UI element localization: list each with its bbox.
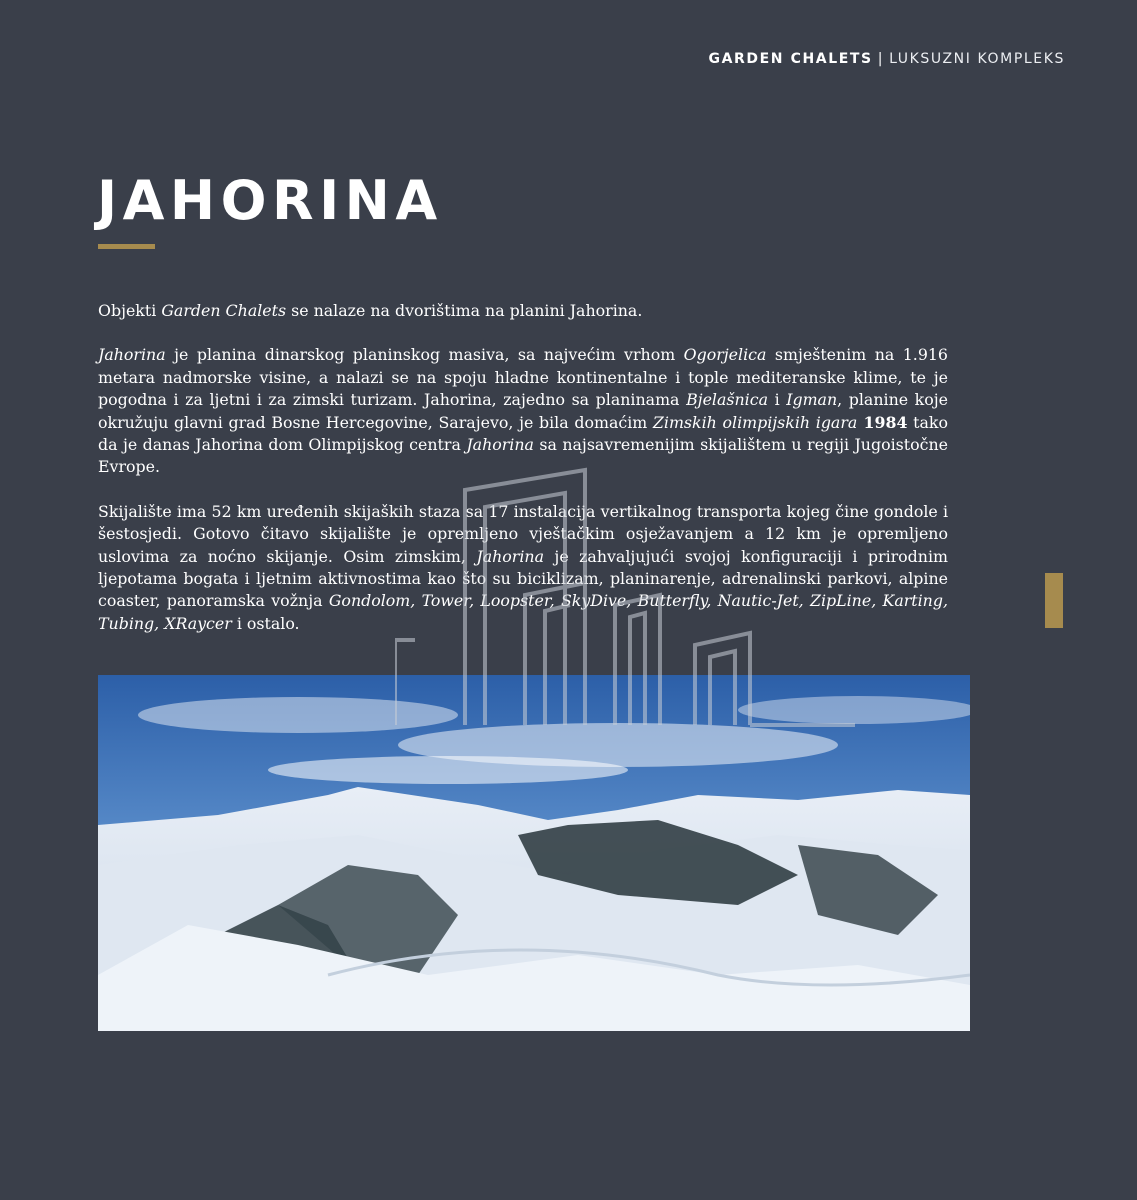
side-accent-bar	[1045, 573, 1063, 628]
text-run-italic: Garden Chalets	[161, 301, 287, 320]
page-header	[709, 51, 1066, 67]
text-run-italic: Igman	[786, 390, 838, 410]
text-run-italic: Jahorina	[466, 435, 534, 455]
text-run: je planina dinarskog planinskog masiva, sa najvećim vrhom	[165, 345, 684, 365]
title-underline	[98, 244, 155, 249]
text-run-italic: Bjelašnica	[686, 390, 768, 410]
text-run: Objekti	[98, 301, 162, 320]
page-title: JAHORINA	[97, 169, 443, 232]
text-run: smještenim na 1.916 metara nadmorske visine, a nalazi se na spoju hladne kontinentalne i tople mediteranske klime, te je pogodna i za ljetni i za zimski turizam. Jahorina, zajedno sa planinama	[98, 345, 948, 410]
body-text	[98, 300, 948, 657]
header-subtitle: LUKSUZNI KOMPLEKS	[889, 51, 1065, 67]
text-run-italic: Jahorina	[98, 345, 166, 365]
text-run-italic: Ogorjelica	[683, 345, 767, 365]
paragraph-intro	[98, 300, 948, 322]
text-run-italic: Gondolom, Tower, Loopster, SkyDive, Butterfly, Nautic-Jet, ZipLine, Karting, Tubing, XRaycer	[98, 591, 948, 633]
ski-panorama-photo	[98, 675, 970, 1031]
paragraph-ski-resort	[98, 501, 948, 635]
text-run: , planine koje okružuju glavni grad Bosne Hercegovine, Sarajevo, je bila domaćim	[98, 390, 948, 432]
header-brand: GARDEN CHALETS	[708, 51, 873, 67]
text-run-bold: 1984	[857, 412, 908, 432]
text-run: tako da je danas Jahorina dom Olimpijskog centra	[98, 412, 949, 455]
text-run: Skijalište ima 52 km uređenih skijaških staza sa 17 instalacija vertikalnog transporta kojeg čine gondole i šestosjedi. Gotovo čitavo skijalište je opremljeno vještačkim osježavanjem a 12 km je opremljeno uslovima za noćno skijanje. Osim zimskim,	[98, 501, 948, 566]
paragraph-about-jahorina	[98, 344, 948, 478]
text-run: sa najsavremenijim skijalištem u regiji Jugoistočne Evrope.	[98, 435, 948, 477]
text-run-italic: Zimskih olimpijskih igara	[652, 412, 858, 432]
text-run: je zahvaljujući svojoj konfiguraciji i prirodnim ljepotama bogata i ljetnim aktivnostima kao što su biciklizam, planinarenje, adrenalinski parkovi, alpine coaster, panoramska vožnja	[98, 546, 949, 611]
text-run: i	[768, 390, 787, 410]
text-run-italic: Jahorina	[476, 546, 544, 566]
text-run: i ostalo.	[231, 613, 300, 633]
text-run: se nalaze na dvorištima na planini Jahorina.	[286, 301, 643, 320]
header-separator: |	[877, 51, 885, 67]
